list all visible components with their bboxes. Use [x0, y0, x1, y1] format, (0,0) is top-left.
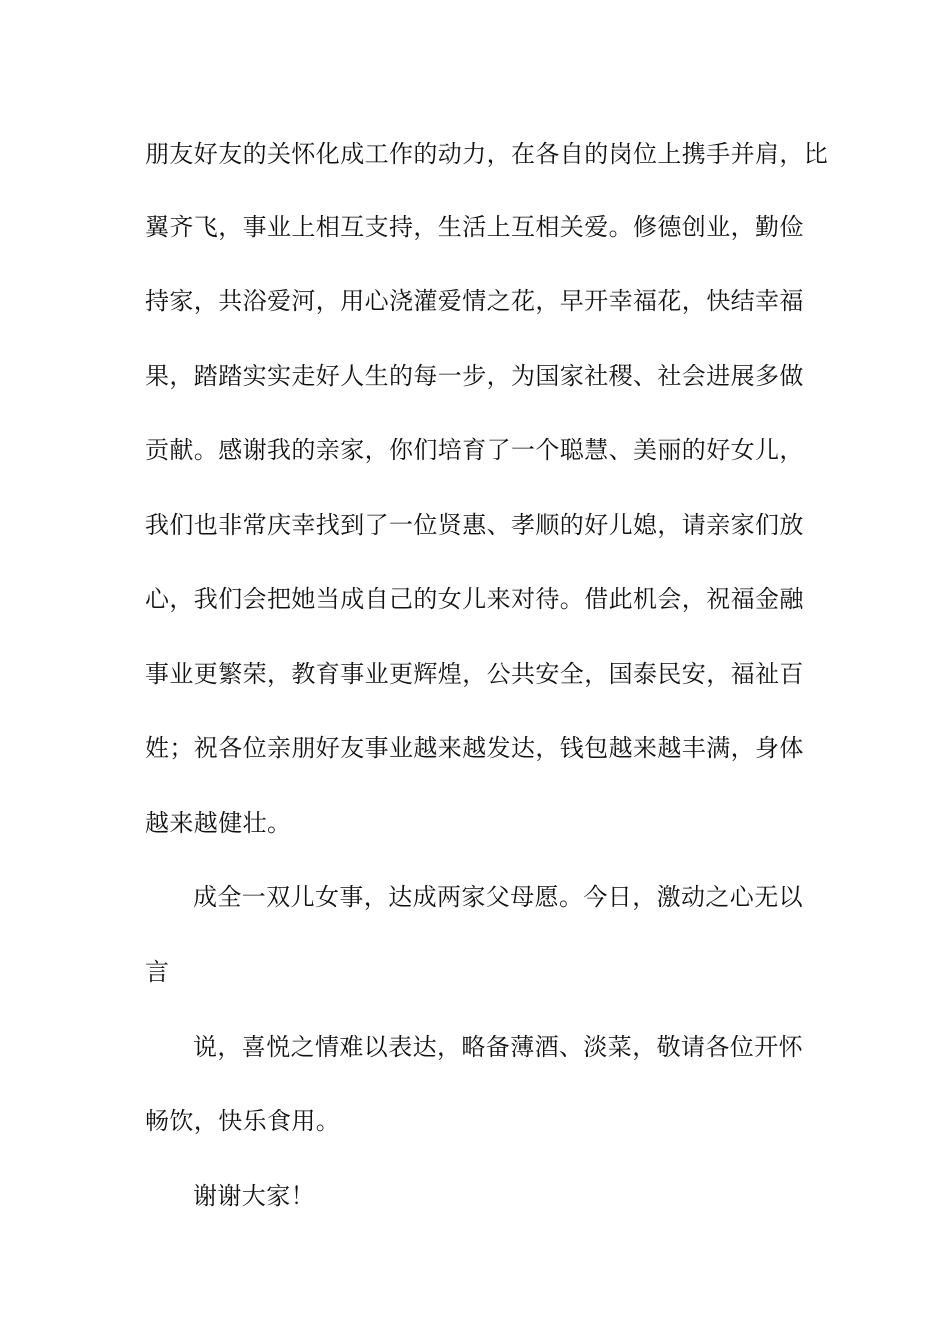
paragraph-line: 果，踏踏实实走好人生的每一步，为国家社稷、社会进展多做 — [145, 362, 804, 390]
closing-line: 谢谢大家！ — [193, 1182, 315, 1210]
paragraph-line: 姓；祝各位亲朋好友事业越来越发达，钱包越来越丰满，身体 — [145, 734, 804, 762]
paragraph-line: 越来越健壮。 — [145, 809, 292, 837]
paragraph-line: 说，喜悦之情难以表达，略备薄酒、淡菜，敬请各位开怀 — [193, 1033, 803, 1061]
paragraph-line: 心，我们会把她当成自己的女儿来对待。借此机会，祝福金融 — [145, 585, 804, 613]
paragraph-line: 言 — [145, 958, 170, 986]
paragraph-line: 翼齐飞，事业上相互支持，生活上互相关爱。修德创业，勤俭 — [145, 213, 804, 241]
paragraph-line: 持家，共浴爱河，用心浇灌爱情之花，早开幸福花，快结幸福 — [145, 287, 804, 315]
paragraph-line: 贡献。感谢我的亲家，你们培育了一个聪慧、美丽的好女儿， — [145, 436, 804, 464]
paragraph-line: 成全一双儿女事，达成两家父母愿。今日，激动之心无以 — [193, 883, 803, 911]
paragraph-line: 朋友好友的关怀化成工作的动力，在各自的岗位上携手并肩，比 — [145, 140, 829, 168]
paragraph-line: 我们也非常庆幸找到了一位贤惠、孝顺的好儿媳，请亲家们放 — [145, 511, 804, 539]
paragraph-line: 事业更繁荣，教育事业更辉煌，公共安全，国泰民安，福祉百 — [145, 660, 804, 688]
paragraph-line: 畅饮，快乐食用。 — [145, 1107, 341, 1135]
